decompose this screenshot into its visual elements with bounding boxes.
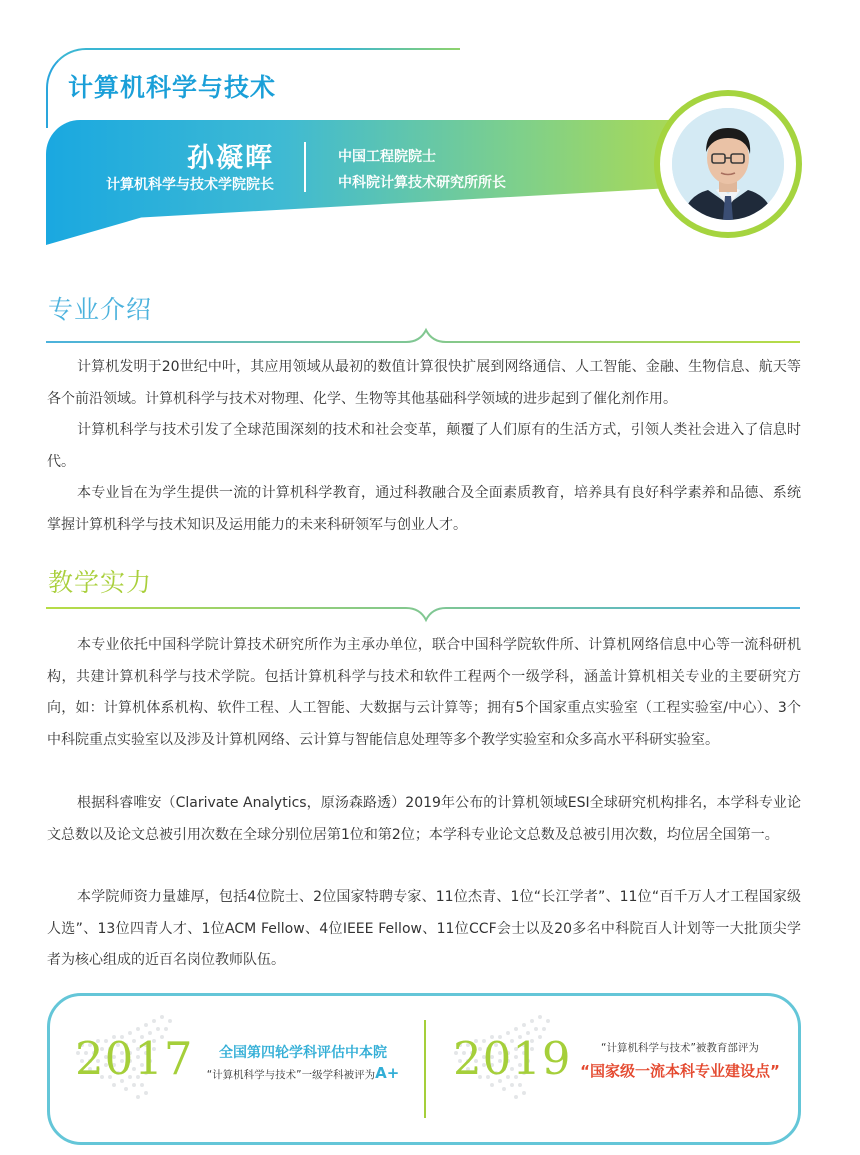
intro-paragraph-2: 计算机科学与技术引发了全球范围深刻的技术和社会变革，颠覆了人们原有的生活方式，引领人类社会进入了信息时代。: [47, 422, 801, 470]
section-divider-intro: [46, 322, 800, 352]
awards-divider: [424, 1020, 426, 1118]
award-2017-line2-text: “计算机科学与技术”一级学科被评为: [206, 1069, 376, 1081]
award-2019-line1: “计算机科学与技术”被教育部评为: [601, 1042, 759, 1054]
section-title-intro: 专业介绍: [48, 295, 153, 324]
person-title-2: 中科院计算技术研究所所长: [338, 175, 506, 191]
award-2017-line1: 全国第四轮学科评估中本院: [219, 1045, 387, 1061]
section-divider-strength: [46, 594, 800, 624]
person-title-1: 中国工程院院士: [338, 149, 436, 165]
strength-paragraph-2: 根据科睿唯安（Clarivate Analytics，原汤森路透）2019年公布的计算机领域ESI全球研究机构排名，本学科专业论文总数以及论文总被引用次数在全球分别位居第1位和第2位；本学科专业论文总数及总被引用次数，均位居全国第一。: [47, 795, 801, 843]
page-title: 计算机科学与技术: [68, 73, 277, 102]
strength-paragraph-3: 本学院师资力量雄厚，包括4位院士、2位国家特聘专家、11位杰青、1位“长江学者”、11位“百千万人才工程国家级人选”、13位四青人才、1位ACM Fellow、4位IEEE Fellow、11位CCF会士以及20多名中科院百人计划等一大批顶尖学者为核心组成的近百名岗位教师队伍。: [47, 889, 801, 968]
person-photo-icon: [672, 108, 784, 220]
award-year-2019: 2019: [453, 1032, 572, 1085]
section-title-strength: 教学实力: [48, 568, 153, 597]
intro-paragraph-3: 本专业旨在为学生提供一流的计算机科学教育，通过科教融合及全面素质教育，培养具有良好科学素养和品德、系统掌握计算机科学与技术知识及运用能力的未来科研领军与创业人才。: [47, 485, 801, 533]
person-role: 计算机科学与技术学院院长: [106, 177, 274, 193]
award-2019-line2: “国家级一流本科专业建设点”: [580, 1062, 780, 1080]
intro-paragraph-1: 计算机发明于20世纪中叶，其应用领域从最初的数值计算很快扩展到网络通信、人工智能、金融、生物信息、航天等各个前沿领域。计算机科学与技术对物理、化学、生物等其他基础科学领域的进步起到了催化剂作用。: [47, 359, 801, 407]
person-name: 孙凝晖: [187, 143, 274, 174]
award-year-2017: 2017: [75, 1032, 194, 1085]
award-2017-line2: [190, 1064, 416, 1082]
avatar-frame: [654, 90, 802, 238]
person-photo: [672, 108, 784, 220]
strength-paragraph-1: 本专业依托中国科学院计算技术研究所作为主承办单位，联合中国科学院软件所、计算机网络信息中心等一流科研机构，共建计算机科学与技术学院。包括计算机科学与技术和软件工程两个一级学科，涵盖计算机相关专业的主要研究方向，如：计算机体系机构、软件工程、人工智能、大数据与云计算等；拥有5个国家重点实验室（工程实验室/中心）、3个中科院重点实验室以及涉及计算机网络、云计算与智能信息处理等多个教学实验室和众多高水平科研实验室。: [47, 637, 801, 748]
award-grade: A+: [375, 1064, 400, 1082]
header-divider: [304, 142, 306, 192]
